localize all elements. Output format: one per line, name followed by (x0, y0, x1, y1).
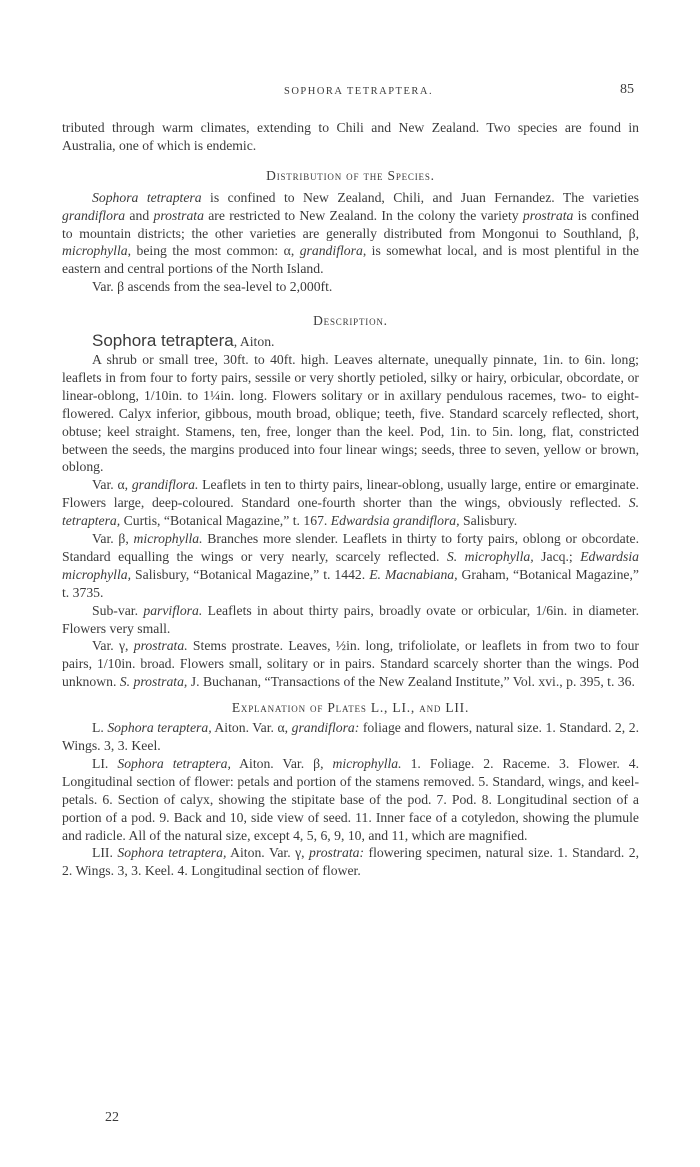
paragraph-var-beta-range: Var. β ascends from the sea-level to 2,000ft. (92, 279, 333, 295)
paragraph-var-alpha: Var. α, grandiflora. Leaflets in ten to thirty pairs, linear-oblong, usually large, entire or emarginate. Flowers large, deep-coloured. Standard one-fourth shorter than the wings, obviously reflected. S. tetraptera, Curtis, “Botanical Magazine,” t. 167. Edwardsia grandiflora, Salisbury. (62, 477, 639, 529)
paragraph-plate-li: LI. Sophora tetraptera, Aiton. Var. β, microphylla. 1. Foliage. 2. Raceme. 3. Flower. 4. Longitudinal section of flower: petals and portion of the stamens removed. 5. Standard, wings, and keel-petals. 6. Section of calyx, showing the stipitate base of the pod. 7. Pod. 8. Longitudinal section of a portion of a pod. 9. Back and 10, side view of seed. 11. Inner face of a cotyledon, showing the plumule and radicle. All of the natural size, except 4, 5, 6, 9, 10, and 11, which are magnified. (62, 755, 640, 843)
running-title: SOPHORA TETRAPTERA. (284, 86, 434, 97)
species-title-line (92, 332, 639, 351)
heading-explanation-of-plates: Explanation of Plates L., LI., and LII. (231, 700, 470, 716)
paragraph-plate-lii: LII. Sophora tetraptera, Aiton. Var. γ, prostrata: flowering specimen, natural size. 1. Standard. 2, 2. Wings. 3, 3. Keel. 4. Longitudinal section of flower. (62, 845, 639, 879)
page-body (62, 119, 639, 880)
heading-distribution: Distribution of the Species. (266, 167, 435, 183)
heading-description: Description. (313, 313, 388, 329)
paragraph-continuation: tributed through warm climates, extending to Chili and New Zealand. Two species are found in Australia, one of which is endemic. (62, 120, 639, 153)
paragraph-var-gamma: Var. γ, prostrata. Stems prostrate. Leaves, ½in. long, trifoliolate, or leaflets in from two to four pairs, 1/10in. broad. Flowers small, solitary or in pairs. Standard scarcely shorter than the wings. Pod unknown. S. prostrata, J. Buchanan, “Transactions of the New Zealand Institute,” Vol. xvi., p. 395, t. 36. (62, 638, 639, 690)
paragraph-description: A shrub or small tree, 30ft. to 40ft. high. Leaves alternate, unequally pinnate, 1in. to 6in. long; leaflets in from four to forty pairs, sessile or very shortly petioled, silky or hairy, orbicular, obcordate, or linear-oblong, 1/10in. to 1¼in. long. Flowers solitary or in axillary pendulous racemes, two- to eight-flowered. Calyx inferior, gibbous, mouth broad, oblique; teeth, five. Standard scarcely reflected, short, obtuse; keel straight. Stamens, ten, free, longer than the keel. Pod, 1in. to 5in. long, flat, constricted between the seeds, the margins produced into four linear wings; seeds, three to seven, yellow or brown, oblong. (62, 351, 639, 475)
species-author: , Aiton. (233, 334, 275, 350)
paragraph-plate-l: L. Sophora teraptera, Aiton. Var. α, grandiflora: foliage and flowers, natural size. 1. Standard. 2, 2. Wings. 3, 3. Keel. (62, 720, 639, 753)
page-number: 85 (620, 82, 634, 97)
paragraph-distribution: Sophora tetraptera is confined to New Zealand, Chili, and Juan Fernandez. The varieties grandiflora and prostrata are restricted to New Zealand. In the colony the variety prostrata is confined to mountain districts; the other varieties are generally distributed from Mongonui to Southland, β, microphylla, being the most common: α, grandiflora, is somewhat local, and is most plentiful in the eastern and central portions of the North Island. (62, 189, 640, 277)
paragraph-subvar-parviflora: Sub-var. parviflora. Leaflets in about thirty pairs, broadly ovate or orbicular, 1/6in. in diameter. Flowers very small. (62, 602, 639, 636)
paragraph-var-beta: Var. β, microphylla. Branches more slender. Leaflets in thirty to forty pairs, oblong or obcordate. Standard equalling the wings or very nearly, scarcely reflected. S. microphylla, Jacq.; Edwardsia microphylla, Salisbury, “Botanical Magazine,” t. 1442. E. Macnabiana, Graham, “Botanical Magazine,” t. 3735. (62, 531, 640, 600)
signature-mark: 22 (105, 1110, 119, 1125)
species-name: Sophora tetraptera (92, 331, 234, 351)
running-head (0, 84, 700, 102)
